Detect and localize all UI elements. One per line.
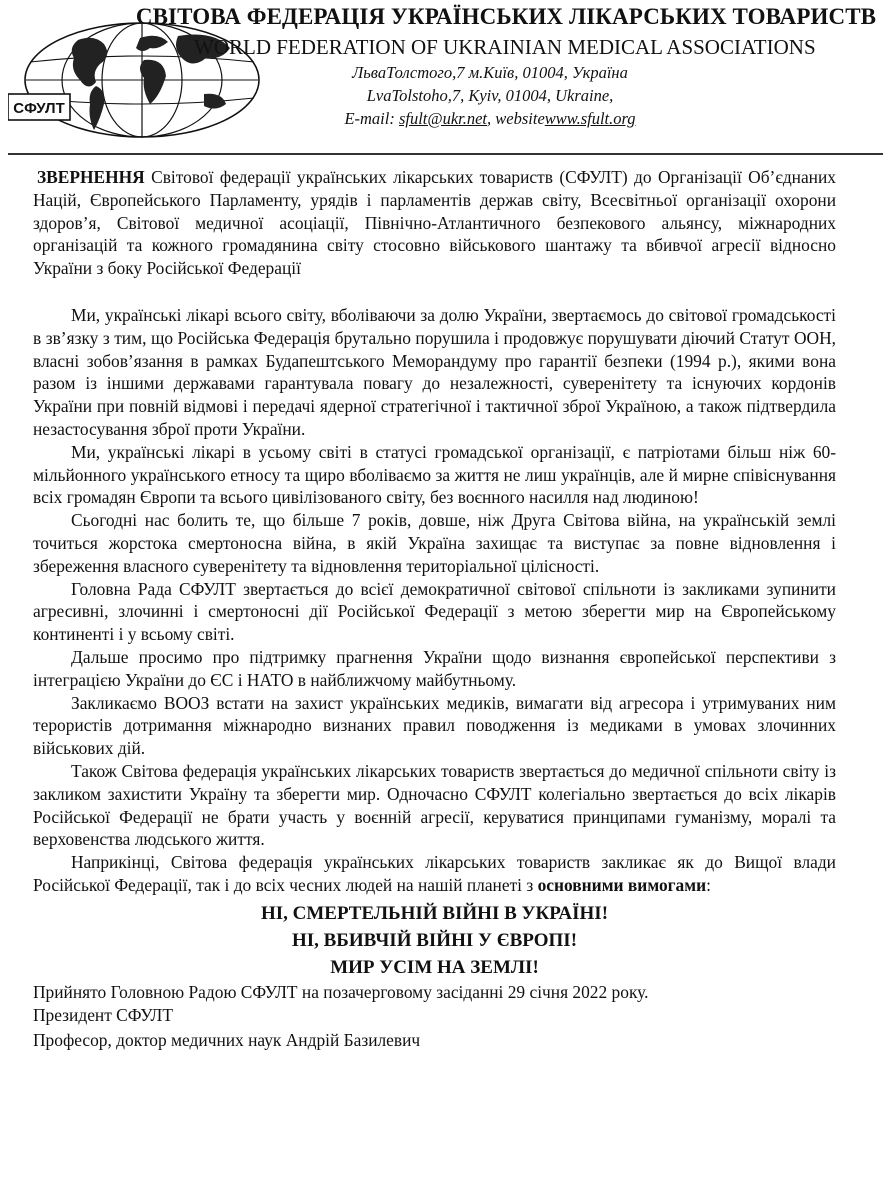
final-text: Наприкінці, Світова федерація українських лікарських товариств закликає як до Вищої влади Російської Федерації, так і до всіх чесних людей на нашій планеті з bbox=[33, 852, 836, 895]
paragraph-4: Головна Рада СФУЛТ звертається до всієї демократичної світової спільноти із закликами зупинити агресивні, злочинні і смертоносні дії Російської Федерації з метою зберегти мир на Європейському континенті і у всьому світі. bbox=[33, 578, 836, 645]
paragraph-2: Ми, українські лікарі в усьому світі в статусі громадської організації, є патріотами більш ніж 60-мільйонного українського етносу та щиро вболіваємо за життя не лиш українців, але й мирне співіснування всіх громадян Європи та всього цивілізованого світу, без воєнного насилля над людиною! bbox=[33, 441, 836, 508]
paragraph-6: Закликаємо ВООЗ встати на захист українських медиків, вимагати від агресора і утримуваних ним терористів дотримання міжнародно визнаних правил поводження із медиками в умовах злочинних військових дій. bbox=[33, 692, 836, 759]
email-label: E-mail: bbox=[344, 109, 395, 128]
signature-name: Професор, доктор медичних наук Андрій Базилевич bbox=[33, 1030, 421, 1051]
slogans bbox=[33, 900, 836, 981]
contact-line bbox=[260, 109, 720, 129]
adoption-note: Прийнято Головною Радою СФУЛТ на позачерговому засіданні 29 січня 2022 року. bbox=[33, 981, 649, 1002]
paragraph-1: Ми, українські лікарі всього світу, вболіваючи за долю України, звертаємось до світової громадськості в зв’язку з тим, що Російська Федерація брутально порушила і продовжує порушувати діючий Статут ООН, власні зобов’язання в рамках Будапештського Меморандуму про гарантії безпеки (1994 р.), якими вона разом із іншими державами гарантувала повагу до незалежності, суверенітету та існуючих кордонів України при повній відмові і передачі ядерної стратегічної і тактичної зброї Україною, а також підтвердила незастосування зброї проти України. bbox=[33, 304, 836, 439]
signature-title: Президент СФУЛТ bbox=[33, 1004, 173, 1025]
paragraph-3: Сьогодні нас болить те, що більше 7 років, довше, ніж Друга Світова війна, на українській землі точиться жорстока смертоносна війна, в якій Україна захищає та виступає за повне відновлення і збереження власного суверенітету та відновлення територіальної цілісності. bbox=[33, 510, 836, 576]
slogan-2: НІ, ВБИВЧІЙ ВІЙНІ У ЄВРОПІ! bbox=[291, 929, 578, 951]
appeal-title-text: Світової федерації українських лікарських товариств (СФУЛТ) до Організації Об’єднаних Націй, Європейського Парламенту, урядів і парламентів держав світу, Всесвітньої організації охорони здоров’я, Світової медичної асоціації, Північно-Атлантичного безпекового альянсу, міжнародних організацій та кожного громадянина світу стосовно військового шантажу та вбивчої агресії відносно України з боку Російської Федерації bbox=[33, 167, 836, 279]
website-link[interactable]: www.sfult.org bbox=[544, 109, 636, 128]
paragraph-7: Також Світова федерація українських лікарських товариств звертається до медичної спільноти світу із закликом захистити Україну та зберегти мир. Одночасно СФУЛТ колегіально звертається до всіх лікарів Російської Федерації не брати участь у воєнній агресії, керуватися принципами гуманізму, моралі та верховенства людського життя. bbox=[33, 760, 836, 850]
appeal-title-bold: ЗВЕРНЕННЯ bbox=[37, 167, 145, 187]
paragraph-final bbox=[33, 851, 836, 897]
logo-label: СФУЛТ bbox=[13, 100, 65, 117]
org-name-ua: СВІТОВА ФЕДЕРАЦІЯ УКРАЇНСЬКИХ ЛІКАРСЬКИХ ТОВАРИСТВ bbox=[135, 4, 877, 29]
final-bold: основними вимогами bbox=[537, 874, 707, 895]
address-ua: ЛьваТолстого,7 м.Київ, 01004, Україна bbox=[352, 63, 628, 82]
document-body bbox=[33, 166, 836, 1052]
slogan-1: НІ, СМЕРТЕЛЬНІЙ ВІЙНІ В УКРАЇНІ! bbox=[260, 902, 609, 924]
paragraph-5: Дальше просимо про підтримку прагнення України щодо визнання європейської перспективи з інтеграцією України до ЄС і НАТО в найближчому майбутньому. bbox=[33, 646, 836, 690]
website-label: , website bbox=[487, 109, 545, 128]
org-name-en: WORLD FEDERATION OF UKRAINIAN MEDICAL ASSOCIATIONS bbox=[194, 35, 816, 59]
appeal-title bbox=[33, 166, 836, 280]
email-link[interactable]: sfult@ukr.net bbox=[398, 109, 488, 128]
address-en: LvaTolstoho,7, Kyiv, 01004, Ukraine, bbox=[366, 86, 614, 105]
final-colon: : bbox=[706, 874, 711, 895]
slogan-3: МИР УСІМ НА ЗЕМЛІ! bbox=[330, 956, 539, 978]
header-divider bbox=[8, 153, 883, 155]
